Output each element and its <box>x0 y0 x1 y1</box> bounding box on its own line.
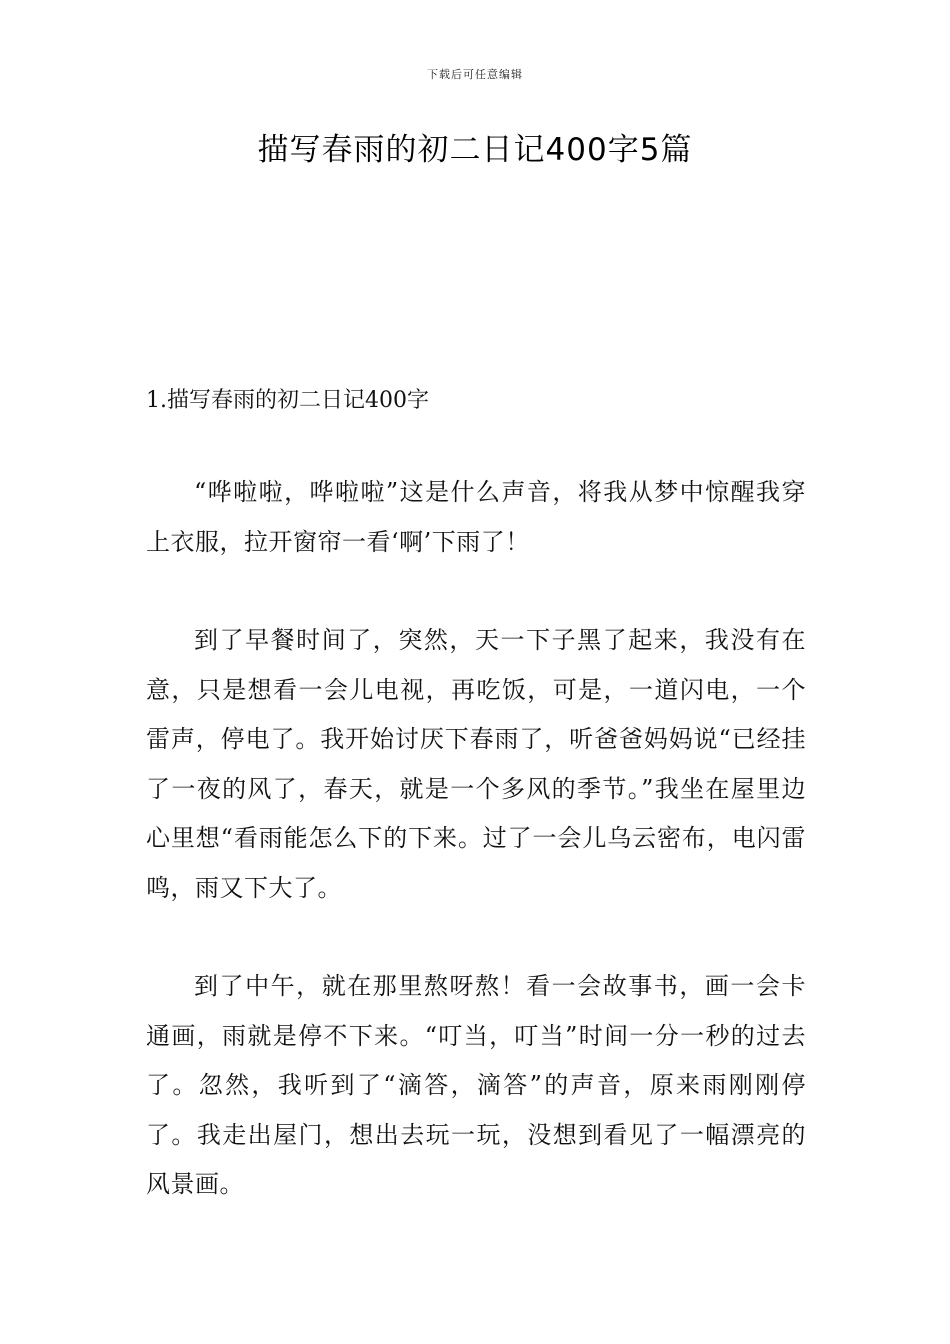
document-body <box>146 376 806 1259</box>
paragraph-1: “哗啦啦，哗啦啦”这是什么声音，将我从梦中惊醒我穿上衣服，拉开窗帘一看‘啊’下雨了！ <box>146 478 806 556</box>
header-note: 下载后可任意编辑 <box>427 68 523 81</box>
paragraph-3: 到了中午，就在那里熬呀熬！看一会故事书，画一会卡通画，雨就是停不下来。“叮当，叮当”时间一分一秒的过去了。忽然，我听到了“滴答，滴答”的声音，原来雨刚刚停了。我走出屋门，想出去玩一玩，没想到看见了一幅漂亮的风景画。 <box>146 972 806 1198</box>
section-heading: 1.描写春雨的初二日记400字 <box>146 388 429 413</box>
paragraph-2: 到了早餐时间了，突然，天一下子黑了起来，我没有在意，只是想看一会儿电视，再吃饭，可是，一道闪电，一个雷声，停电了。我开始讨厌下春雨了，听爸爸妈妈说“已经挂了一夜的风了，春天，就是一个多风的季节。”我坐在屋里边心里想“看雨能怎么下的下来。过了一会儿乌云密布，电闪雷鸣，雨又下大了。 <box>146 626 806 902</box>
document-title: 描写春雨的初二日记400字5篇 <box>257 132 693 168</box>
